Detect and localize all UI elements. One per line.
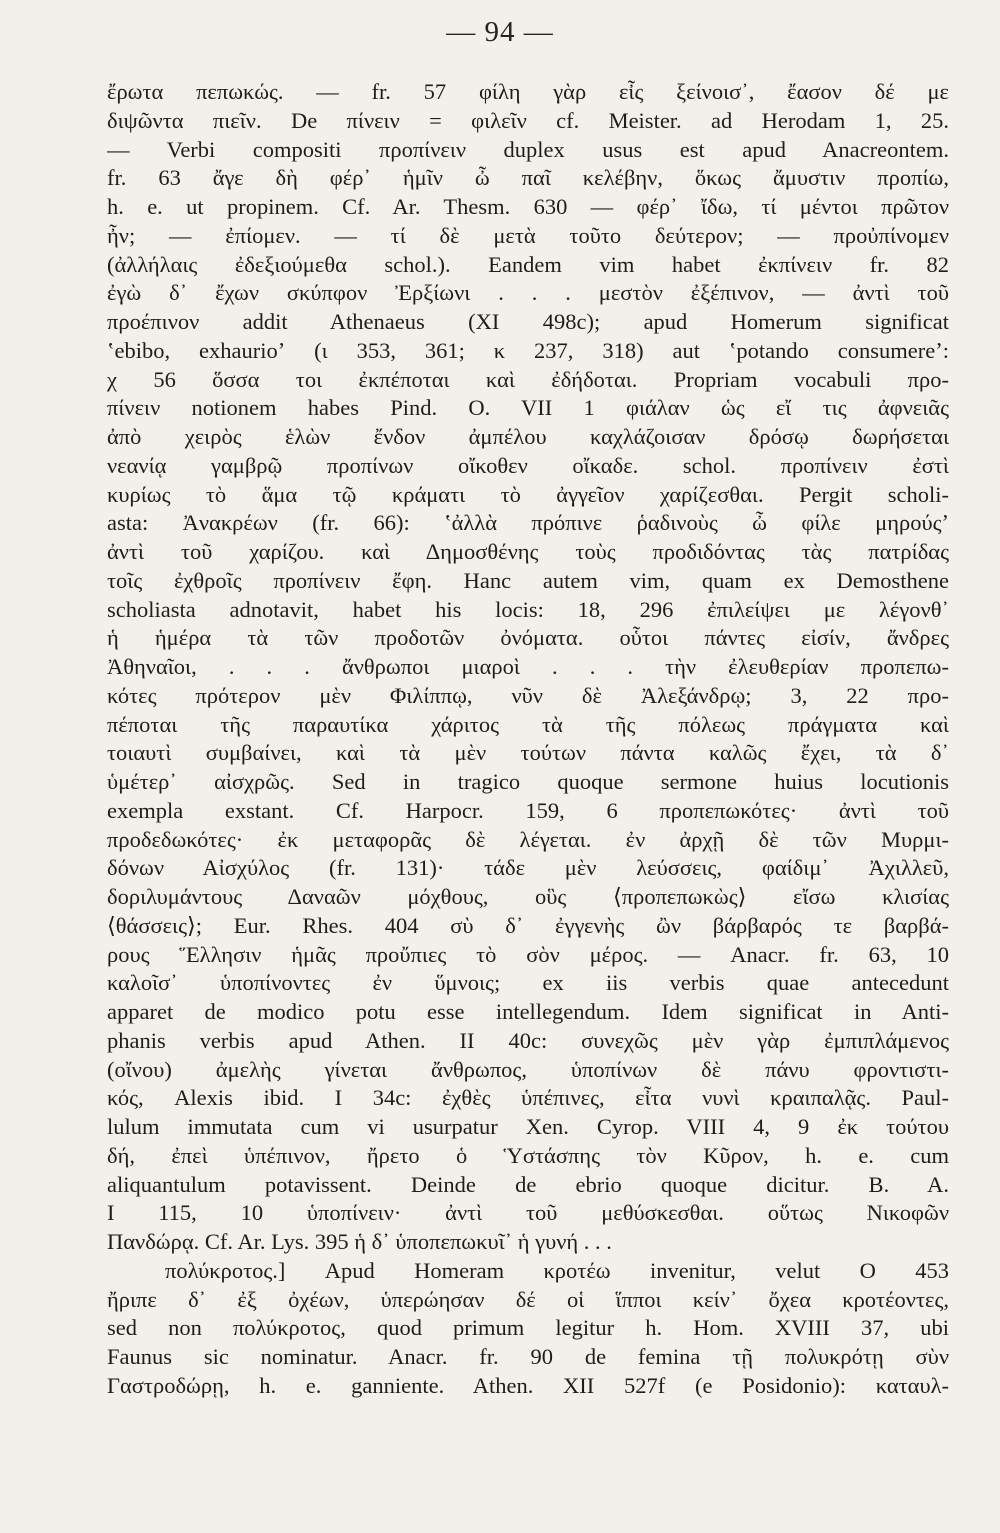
text-line: ἡ ἡμέρα τὰ τῶν προδοτῶν ὀνόματα. οὗτοι πάντες εἰσίν, ἄνδρες: [107, 625, 949, 651]
text-line: κυρίως τὸ ἅμα τῷ κράματι τὸ ἀγγεῖον χαρίζεσθαι. Pergit scholi-: [107, 481, 949, 507]
text-line: προδεδωκότες· ἐκ μεταφορᾶς δὲ λέγεται. ἐν ἀρχῇ δὲ τῶν Μυρμι-: [107, 826, 949, 852]
body-text: [107, 78, 949, 1401]
lemma-line: πολύκροτος.] Apud Homeram κροτέω invenitur, velut O 453: [165, 1257, 949, 1283]
text-line: ρους Ἕλλησιν ἡμᾶς προὔπιες τὸ σὸν μέρος. — Anacr. fr. 63, 10: [107, 941, 949, 967]
text-line: κότες πρότερον μὲν Φιλίππῳ, νῦν δὲ Ἀλεξάνδρῳ; 3, 22 προ-: [107, 682, 949, 708]
text-line: ὑμέτερ᾽ αἰσχρῶς. Sed in tragico quoque sermone huius locutionis: [107, 769, 949, 794]
text-line: ἀντὶ τοῦ χαρίζου. καὶ Δημοσθένης τοὺς προδιδόντας τὰς πατρίδας: [107, 539, 949, 564]
text-line: h. e. ut propinem. Cf. Ar. Thesm. 630 — φέρ᾽ ἴδω, τί μέντοι πρῶτον: [107, 194, 949, 219]
text-line: Faunus sic nominatur. Anacr. fr. 90 de femina τῇ πολυκρότῃ σὺν: [107, 1344, 949, 1369]
text-line: ἦν; — ἐπίομεν. — τί δὲ μετὰ τοῦτο δεύτερον; — προὐπίνομεν: [107, 222, 949, 248]
text-line: apparet de modico potu esse intellegendum. Idem significat in Anti-: [107, 999, 949, 1024]
text-line: I 115, 10 ὑποπίνειν· ἀντὶ τοῦ μεθύσκεσθαι. οὕτως Νικοφῶν: [107, 1200, 949, 1226]
text-line: Πανδώρᾳ. Cf. Ar. Lys. 395 ἡ δ᾽ ὑποπεπωκυῖ᾽ ἡ γυνή . . .: [107, 1229, 612, 1254]
text-line: scholiasta adnotavit, habet his locis: 18, 296 ἐπιλείψει με λέγονθ᾽: [107, 596, 949, 622]
text-line: aliquantulum potavissent. Deinde de ebrio quoque dicitur. B. A.: [107, 1171, 949, 1197]
text-line: προέπινον addit Athenaeus (XI 498c); apud Homerum significat: [107, 309, 949, 334]
text-line: ἀπὸ χειρὸς ἑλὼν ἔνδον ἀμπέλου καχλάζοισαν δρόσῳ δωρήσεται: [107, 424, 949, 449]
text-line: διψῶντα πιεῖν. De πίνειν = φιλεῖν cf. Meister. ad Herodam 1, 25.: [107, 107, 949, 133]
text-line: καλοῖσ᾽ ὑποπίνοντες ἐν ὕμνοις; ex iis verbis quae antecedunt: [107, 970, 949, 996]
text-line: exempla exstant. Cf. Harpocr. 159, 6 προπεπωκότες· ἀντὶ τοῦ: [107, 797, 949, 823]
text-line: fr. 63 ἄγε δὴ φέρ᾽ ἡμῖν ὦ παῖ κελέβην, ὅκως ἄμυστιν προπίω,: [107, 165, 949, 191]
text-line: ἔρωτα πεπωκώς. — fr. 57 φίλη γὰρ εἶς ξείνοισ᾽, ἔασον δέ με: [107, 79, 949, 104]
text-line: (οἴνου) ἀμελὴς γίνεται ἄνθρωπος, ὑποπίνων δὲ πάνυ φροντιστι-: [107, 1056, 949, 1082]
text-line: τοῖς ἐχθροῖς προπίνειν ἔφη. Hanc autem vim, quam ex Demosthene: [107, 567, 949, 593]
text-line: πέποται τῆς παραυτίκα χάριτος τὰ τῆς πόλεως πράγματα καὶ: [107, 711, 949, 737]
text-line: ⟨θάσσεις⟩; Eur. Rhes. 404 σὺ δ᾽ ἐγγενὴς ὢν βάρβαρός τε βαρβά-: [107, 912, 949, 938]
text-line: ʽebibo, exhaurioʼ (ι 353, 361; κ 237, 318) aut ʽpotando consumereʼ:: [107, 337, 949, 363]
text-line: sed non πολύκροτος, quod primum legitur h. Hom. XVIII 37, ubi: [107, 1315, 949, 1341]
text-line: πίνειν notionem habes Pind. O. VII 1 φιάλαν ὡς εἴ τις ἀφνειᾶς: [107, 395, 949, 421]
page-number: — 94 —: [446, 16, 554, 48]
text-line: δή, ἐπεὶ ὑπέπινον, ἤρετο ὁ Ὑστάσπης τὸν Κῦρον, h. e. cum: [107, 1142, 949, 1168]
text-line: Ἀθηναῖοι, . . . ἄνθρωποι μιαροὶ . . . τὴν ἐλευθερίαν προπεπω-: [107, 654, 949, 679]
text-line: δόνων Αἰσχύλος (fr. 131)· τάδε μὲν λεύσσεις, φαίδιμ᾽ Ἀχιλλεῦ,: [107, 855, 949, 881]
text-line: lulum immutata cum vi usurpatur Xen. Cyrop. VIII 4, 9 ἐκ τούτου: [107, 1114, 949, 1139]
text-line: τοιαυτὶ συμβαίνει, καὶ τὰ μὲν τούτων πάντα καλῶς ἔχει, τὰ δ᾽: [107, 740, 949, 766]
text-line: κός, Alexis ibid. I 34c: ἐχθὲς ὑπέπινες, εἶτα νυνὶ κραιπαλᾷς. Paul-: [107, 1085, 949, 1111]
text-line: phanis verbis apud Athen. II 40c: συνεχῶς μὲν γὰρ ἐμπιπλάμενος: [107, 1027, 949, 1053]
text-line: ἤριπε δ᾽ ἐξ ὀχέων, ὑπερώησαν δέ οἱ ἵπποι κείν᾽ ὄχεα κροτέοντες,: [107, 1286, 949, 1312]
text-line: — Verbi compositi προπίνειν duplex usus est apud Anacreontem.: [107, 136, 949, 162]
text-line: νεανίᾳ γαμβρῷ προπίνων οἴκοθεν οἴκαδε. schol. προπίνειν ἐστὶ: [107, 452, 949, 478]
text-line: Γαστροδώρῃ, h. e. ganniente. Athen. XII 527f (e Posidonio): καταυλ-: [107, 1372, 949, 1398]
text-line: asta: Ἀνακρέων (fr. 66): ʽἀλλὰ πρόπινε ῥαδινοὺς ὦ φίλε μηρούςʼ: [107, 510, 949, 536]
text-line: χ 56 ὅσσα τοι ἐκπέποται καὶ ἐδήδοται. Propriam vocabuli προ-: [107, 366, 949, 392]
text-line: ἐγὼ δ᾽ ἔχων σκύπφον Ἐρξίωνι . . . μεστὸν ἐξέπινον, — ἀντὶ τοῦ: [107, 280, 949, 306]
text-line: (ἀλλήλαις ἐδεξιούμεθα schol.). Eandem vim habet ἐκπίνειν fr. 82: [107, 251, 949, 277]
text-line: δοριλυμάντους Δαναῶν μόχθους, οὓς ⟨προπεπωκὼς⟩ εἴσω κλισίας: [107, 884, 949, 909]
